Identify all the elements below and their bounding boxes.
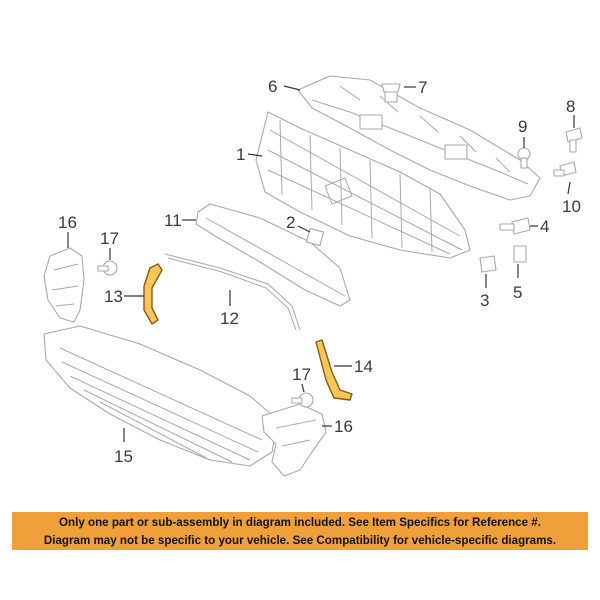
fastener-10-bolt	[554, 162, 576, 176]
part-16-left-bracket	[44, 248, 84, 322]
callout-6: 6	[268, 77, 278, 96]
callout-10: 10	[562, 197, 581, 216]
fastener-4-bolt	[500, 218, 530, 234]
callout-8: 8	[566, 97, 576, 116]
callout-12: 12	[220, 309, 239, 328]
callout-17-left: 17	[100, 229, 119, 248]
callout-2: 2	[286, 213, 296, 232]
fastener-8-bolt	[566, 128, 582, 152]
part-13-highlighted-trim	[144, 264, 162, 324]
callout-15: 15	[114, 447, 133, 466]
callout-11: 11	[164, 211, 182, 230]
callout-7: 7	[418, 78, 428, 97]
fastener-7-clip	[382, 84, 400, 102]
callout-17-right: 17	[292, 365, 311, 384]
callout-9: 9	[518, 117, 528, 136]
part-17-left-bolt	[98, 261, 117, 275]
callout-13: 13	[104, 287, 123, 306]
callout-5: 5	[513, 283, 523, 302]
callout-16-left: 16	[58, 213, 77, 232]
fastener-5-clip	[514, 246, 526, 262]
callout-1: 1	[236, 145, 246, 164]
disclaimer-line-1: Only one part or sub-assembly in diagram included. See Item Specifics for Reference #.	[59, 516, 541, 529]
part-14-highlighted-trim	[316, 340, 352, 400]
fastener-3-clip	[480, 256, 496, 272]
disclaimer-banner	[12, 512, 588, 550]
callout-3: 3	[480, 291, 490, 310]
part-17-right-bolt	[292, 393, 313, 407]
callout-4: 4	[540, 217, 550, 236]
part-15-lower-grille	[44, 326, 278, 466]
callout-16-right: 16	[334, 417, 353, 436]
callout-14: 14	[354, 357, 373, 376]
part-16-right-bracket	[262, 404, 326, 476]
disclaimer-line-2: Diagram may not be specific to your vehicle. See Compatibility for vehicle-specific diagrams.	[43, 534, 557, 547]
